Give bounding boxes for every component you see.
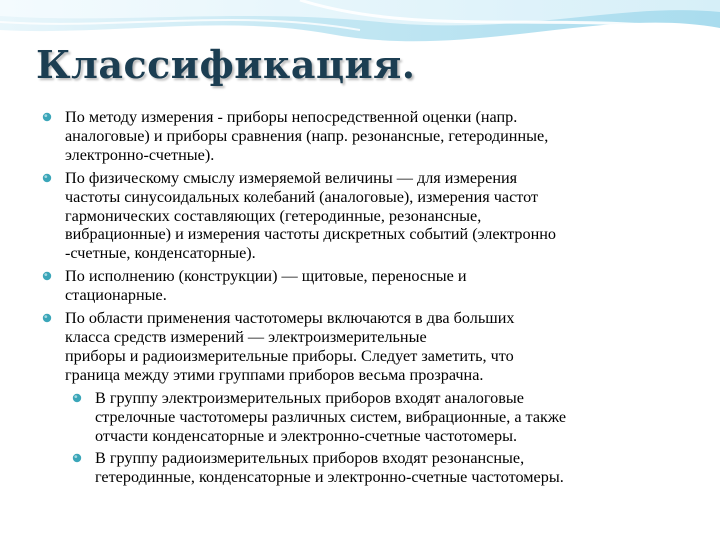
circle-bullet-icon	[42, 313, 52, 323]
bullet-list	[42, 108, 692, 487]
circle-bullet-icon	[42, 173, 52, 183]
circle-bullet-icon	[42, 271, 52, 281]
bullet-line: По области применения частотомеры включаются в два больших	[65, 309, 515, 328]
bullet-line: отчасти конденсаторные и электронно-счетные частотомеры.	[95, 426, 518, 445]
bullet-item	[42, 169, 692, 264]
bullet-line: гетеродинные, конденсаторные и электронно-счетные частотомеры.	[95, 468, 564, 487]
bullet-line: стационарные.	[65, 286, 167, 305]
sub-bullet-item	[72, 449, 692, 487]
bullet-line: приборы и радиоизмерительные приборы. Следует заметить, что	[65, 346, 514, 365]
bullet-line: По исполнению (конструкции) — щитовые, переносные и	[65, 267, 467, 286]
bullet-line: -счетные, конденсаторные).	[65, 244, 256, 263]
bullet-line: В группу электроизмерительных приборов входят аналоговые	[95, 388, 524, 407]
bullet-line: класса средств измерений — электроизмерительные	[65, 327, 427, 346]
bullet-line: граница между этими группами приборов весьма прозрачна.	[65, 365, 484, 384]
bullet-line: гармонических составляющих (гетеродинные, резонансные,	[65, 206, 482, 225]
bullet-line: По методу измерения - приборы непосредственной оценки (напр.	[65, 108, 518, 126]
bullet-line: частоты синусоидальных колебаний (аналоговые), измерения частот	[65, 187, 539, 206]
bullet-line: В группу радиоизмерительных приборов входят резонансные,	[95, 449, 525, 468]
bullet-line: аналоговые) и приборы сравнения (напр. резонансные, гетеродинные,	[65, 126, 549, 145]
circle-bullet-icon	[72, 393, 82, 403]
sub-bullet-item	[72, 389, 692, 446]
bullet-line: вибрационные) и измерения частоты дискретных событий (электронно	[65, 225, 557, 244]
circle-bullet-icon	[42, 112, 52, 122]
bullet-line: По физическому смыслу измеряемой величины — для измерения	[65, 168, 518, 187]
slide-content	[42, 108, 692, 491]
slide-title: Классификация.	[36, 42, 416, 87]
bullet-item	[42, 309, 692, 385]
bullet-line: стрелочные частотомеры различных систем, вибрационные, а также	[95, 407, 567, 426]
bullet-line: электронно-счетные).	[65, 145, 215, 164]
bullet-item	[42, 267, 692, 305]
bullet-item	[42, 108, 692, 165]
circle-bullet-icon	[72, 453, 82, 463]
